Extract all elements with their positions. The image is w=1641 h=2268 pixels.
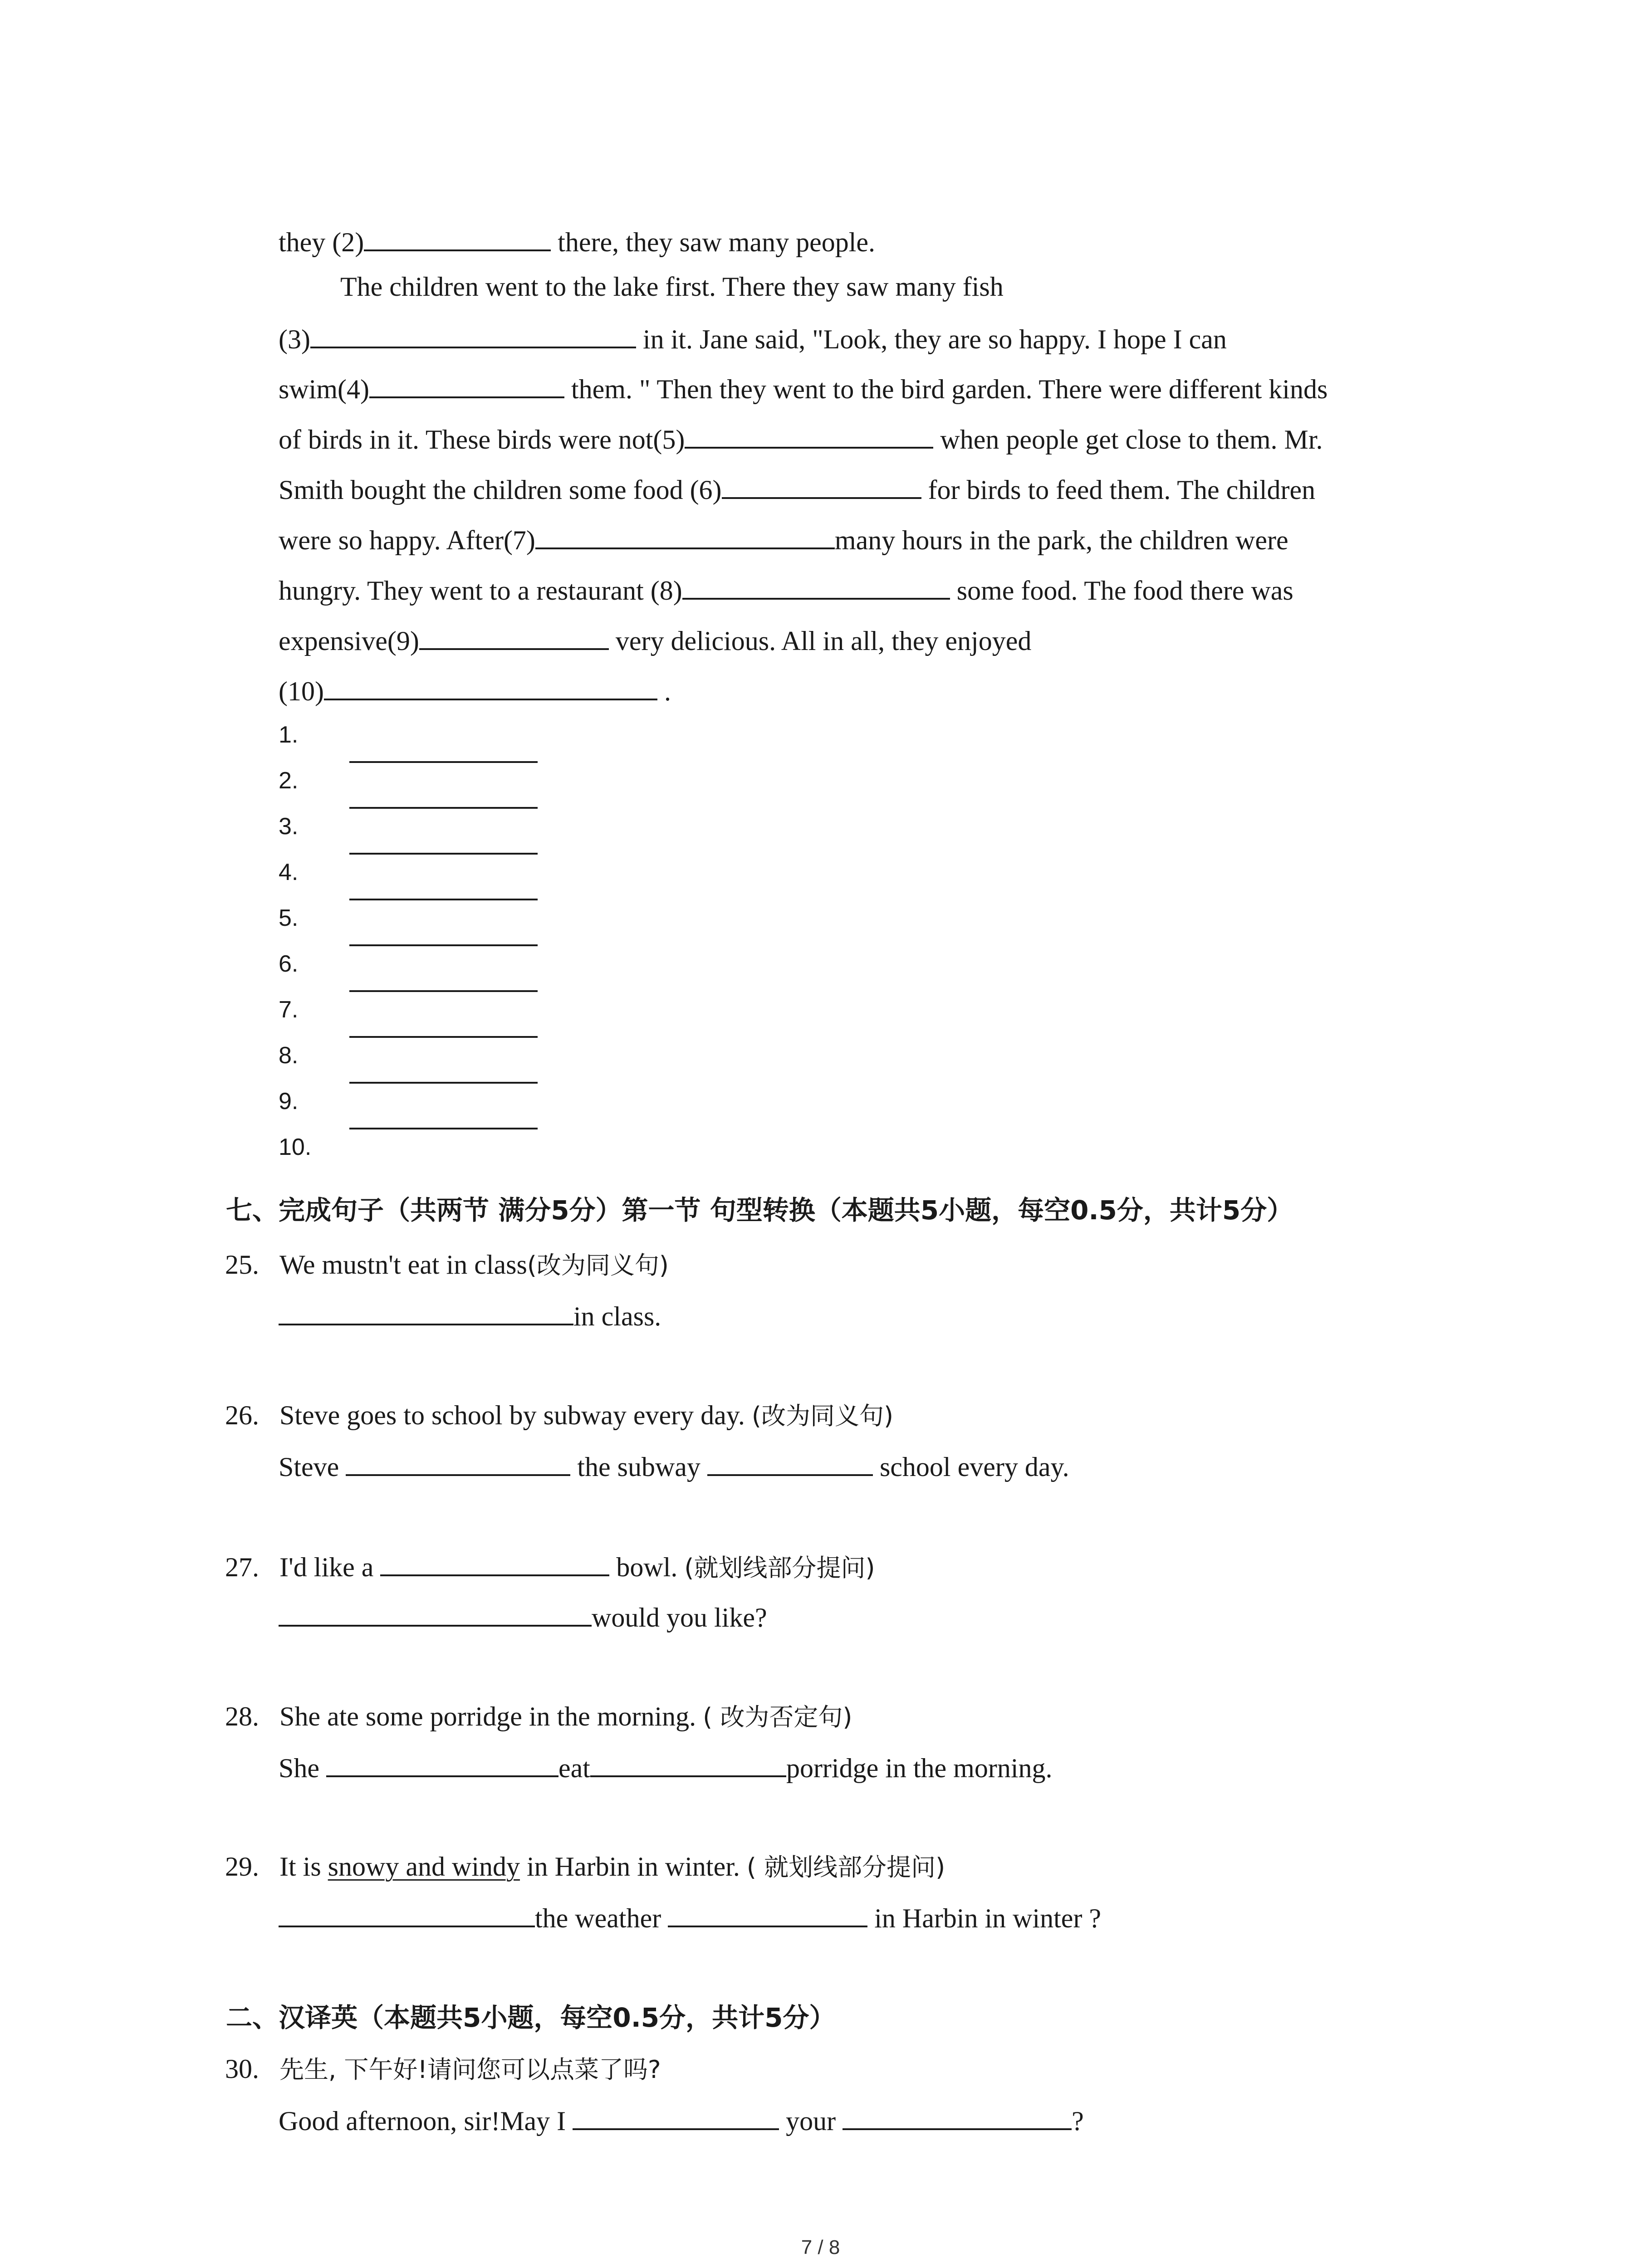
passage-line-6: Smith bought the children some food (6) for birds to feed them. The children — [279, 471, 1315, 508]
blank-27a[interactable] — [380, 1548, 609, 1576]
question-28: 28. She ate some porridge in the morning. ( 改为否定句) — [225, 1701, 852, 1731]
passage-line-3: (3) in it. Jane said, "Look, they are so happy. I hope I can — [279, 320, 1227, 357]
answer-28: She eat porridge in the morning. — [279, 1749, 1053, 1786]
blank-4[interactable] — [369, 370, 564, 398]
passage-line-2: The children went to the lake first. There they saw many fish — [340, 272, 1004, 302]
blank-6[interactable] — [722, 471, 921, 499]
question-29: 29. It is snowy and windy in Harbin in winter. ( 就划线部分提问) — [225, 1852, 945, 1882]
passage-line-5: of birds in it. These birds were not(5) when people get close to them. Mr. — [279, 420, 1323, 458]
answer-line-4[interactable] — [349, 899, 538, 900]
underlined-phrase: snowy and windy — [328, 1852, 520, 1882]
answer-number-8: 8. — [279, 1042, 299, 1069]
answer-line-2[interactable] — [349, 807, 538, 809]
answer-line-8[interactable] — [349, 1082, 538, 1084]
answer-number-5: 5. — [279, 905, 299, 931]
blank-10[interactable] — [324, 672, 657, 700]
blank-3[interactable] — [310, 320, 636, 348]
blank-25[interactable] — [279, 1297, 573, 1325]
answer-number-3: 3. — [279, 813, 299, 840]
passage-line-1: they (2) there, they saw many people. — [279, 223, 875, 260]
blank-27b[interactable] — [279, 1598, 592, 1627]
answer-number-10: 10. — [279, 1134, 312, 1160]
question-25: 25. We mustn't eat in class(改为同义句) — [225, 1250, 669, 1280]
blank-9[interactable] — [419, 622, 609, 650]
answer-number-1: 1. — [279, 722, 299, 748]
passage-line-7: were so happy. After(7) many hours in the park, the children were — [279, 521, 1288, 558]
blank-28b[interactable] — [590, 1749, 786, 1777]
answer-number-9: 9. — [279, 1088, 299, 1114]
question-27: 27. I'd like a bowl. (就划线部分提问) — [225, 1548, 875, 1586]
answer-number-4: 4. — [279, 859, 299, 885]
blank-30b[interactable] — [843, 2102, 1072, 2130]
answer-number-2: 2. — [279, 767, 299, 794]
section-heading-7: 七、完成句子（共两节 满分5分）第一节 句型转换（本题共5小题，每空0.5分，共计5分） — [226, 1195, 1293, 1226]
answer-27: would you like? — [279, 1598, 767, 1636]
blank-2[interactable] — [364, 223, 551, 251]
passage-line-10: (10) . — [279, 672, 671, 709]
blank-30a[interactable] — [573, 2102, 779, 2130]
blank-8[interactable] — [682, 572, 950, 600]
answer-line-9[interactable] — [349, 1128, 538, 1129]
blank-26b[interactable] — [707, 1448, 873, 1476]
answer-line-5[interactable] — [349, 944, 538, 946]
answer-number-7: 7. — [279, 997, 299, 1023]
answer-25: in class. — [279, 1297, 661, 1334]
blank-5[interactable] — [685, 420, 933, 449]
question-26: 26. Steve goes to school by subway every day. (改为同义句) — [225, 1400, 894, 1430]
blank-28a[interactable] — [326, 1749, 558, 1777]
answer-line-6[interactable] — [349, 990, 538, 992]
answer-30: Good afternoon, sir!May I your ? — [279, 2102, 1084, 2139]
answer-line-3[interactable] — [349, 853, 538, 855]
answer-number-6: 6. — [279, 951, 299, 977]
answer-26: Steve the subway school every day. — [279, 1448, 1069, 1485]
answer-line-1[interactable] — [349, 761, 538, 763]
blank-26a[interactable] — [346, 1448, 570, 1476]
answer-line-7[interactable] — [349, 1036, 538, 1038]
section-heading-2: 二、汉译英（本题共5小题，每空0.5分，共计5分） — [226, 2002, 836, 2033]
question-30: 30. 先生, 下午好!请问您可以点菜了吗? — [225, 2054, 661, 2084]
passage-line-9: expensive(9) very delicious. All in all, they enjoyed — [279, 622, 1031, 659]
blank-29a[interactable] — [279, 1899, 535, 1927]
answer-29: the weather in Harbin in winter ? — [279, 1899, 1101, 1936]
blank-29b[interactable] — [668, 1899, 867, 1927]
blank-7[interactable] — [535, 521, 835, 549]
page-number: 7 / 8 — [801, 2236, 840, 2258]
passage-line-4: swim(4) them. " Then they went to the bird garden. There were different kinds — [279, 370, 1327, 407]
passage-line-8: hungry. They went to a restaurant (8) some food. The food there was — [279, 572, 1293, 609]
